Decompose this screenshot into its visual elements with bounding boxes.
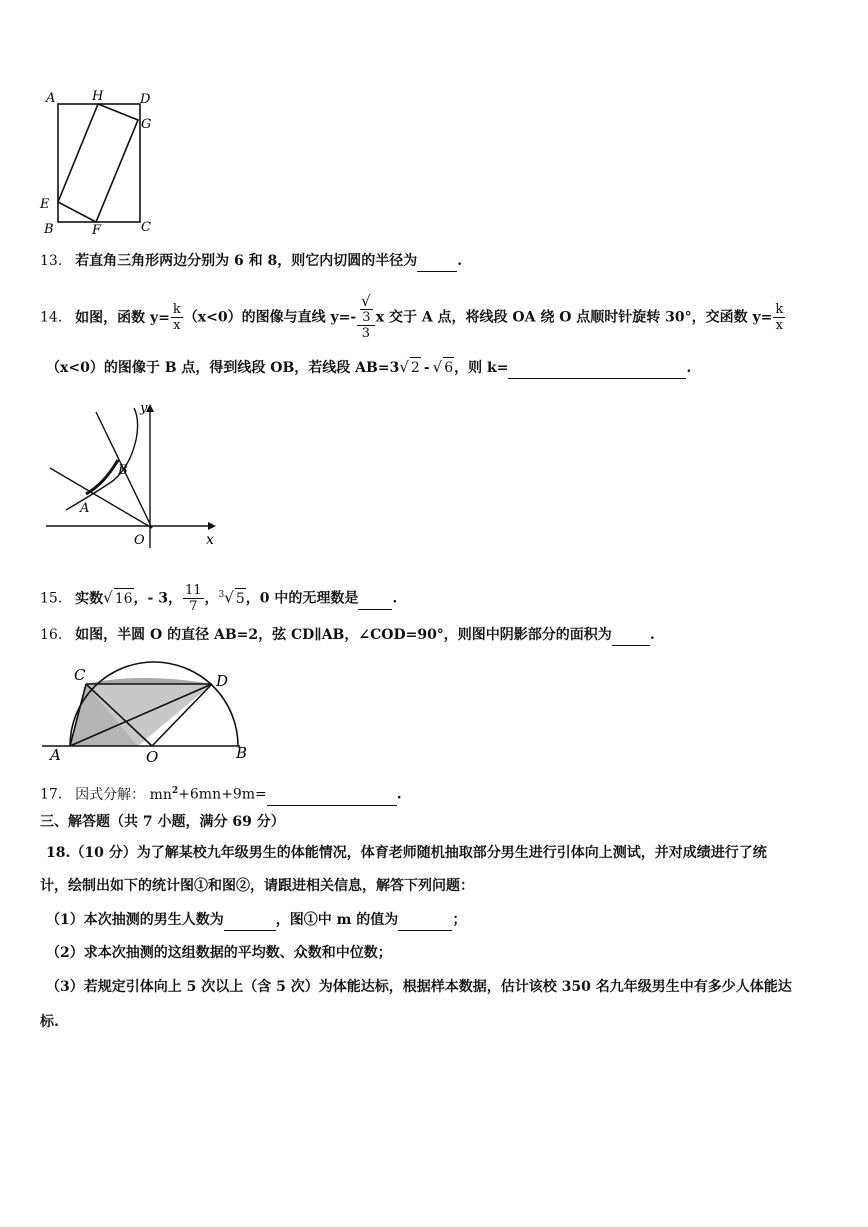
label-b: B — [236, 744, 248, 762]
label-b: B — [44, 222, 54, 236]
rectangle-figure — [38, 86, 168, 236]
label-e: E — [40, 197, 50, 212]
question-17: 17. 因式分解： $mn^2+6mn+9m=$ . — [40, 781, 402, 806]
label-y: y — [140, 401, 148, 416]
fraction-k-over-x-2: $\frac{k}{x}$ — [775, 302, 784, 333]
answer-blank[interactable] — [612, 625, 650, 646]
question-18-sub-2: （2）求本次抽测的这组数据的平均数、众数和中位数； — [46, 945, 392, 961]
question-18-line-2: 计，绘制出如下的统计图①和图②，请跟进相关信息，解答下列问题： — [40, 878, 474, 894]
label-d: D — [140, 92, 151, 107]
question-text: 若直角三角形两边分别为 6 和 8，则它内切圆的半径为 — [75, 253, 418, 269]
label-g: G — [141, 117, 152, 132]
answer-blank[interactable] — [267, 785, 397, 806]
fraction-11-over-7: $\frac{11}{7}$ — [184, 583, 202, 614]
graph-figure — [40, 398, 230, 558]
label-a: A — [46, 91, 56, 106]
question-14: 14. 如图，函数 y= $\frac{k}{x}$ （x<0）的图像与直线 y=- √ 3 3 x 交于 A 点，将线段 OA 绕 O 点顺时针旋转 30°，交函数 y= $\frac{k}{x}$ — [40, 292, 784, 341]
question-14-line-2: （x<0）的图像于 B 点，得到线段 OB，若线段 AB=3√ 2 - √ 6，则 k= . — [46, 357, 691, 379]
arc-ab — [86, 460, 118, 494]
question-number: 15. — [40, 590, 63, 607]
question-16: 16. 如图，半圆 O 的直径 AB=2，弦 CD∥AB，∠COD=90°，则图中阴影部分的面积为 . — [40, 625, 655, 646]
section-heading: 三、解答题（共 7 小题，满分 69 分） — [40, 814, 285, 830]
label-o: O — [134, 533, 145, 548]
answer-blank-2[interactable] — [398, 910, 452, 931]
label-o: O — [146, 748, 159, 764]
shaded-segment-cd — [86, 678, 212, 684]
question-18-line-1: 18.（10 分）为了解某校九年级男生的体能情况，体育老师随机抽取部分男生进行引体向上测试，并对成绩进行了统 — [46, 845, 767, 861]
rectangle-abcd — [58, 104, 140, 222]
fraction-k-over-x: $\frac{k}{x}$ — [172, 302, 181, 333]
label-b: B — [118, 463, 128, 478]
answer-blank[interactable] — [508, 358, 686, 379]
parallelogram-ehgf — [58, 104, 138, 222]
semicircle-figure — [40, 654, 260, 764]
question-18-sub-1: （1）本次抽测的男生人数为 ，图①中 m 的值为 ； — [46, 910, 466, 931]
label-h: H — [92, 89, 104, 104]
question-18-sub-3: （3）若规定引体向上 5 次以上（含 5 次）为体能达标，根据样本数据，估计该校 350 名九年级男生中有多少人体能达 — [46, 979, 792, 995]
question-number: 14. — [40, 309, 63, 326]
answer-blank-1[interactable] — [224, 910, 276, 931]
label-f: F — [92, 223, 102, 236]
question-number: 16. — [40, 627, 63, 643]
label-c: C — [74, 666, 86, 684]
line-oa — [50, 468, 152, 528]
label-d: D — [216, 672, 229, 690]
label-x: x — [206, 532, 214, 548]
fraction-sqrt3-over-3: √ 3 3 — [357, 294, 375, 341]
question-15: 15. 实数√ 16，- 3， $\frac{11}{7}$ ，$^3$√ 5，0 中的无理数是 . — [40, 583, 398, 614]
label-c: C — [141, 220, 151, 235]
label-a: A — [50, 746, 61, 764]
question-number: 13. — [40, 253, 63, 269]
x-axis-arrow — [208, 522, 216, 530]
question-18-sub-3-cont: 标. — [40, 1014, 59, 1030]
question-number: 17. — [40, 786, 63, 803]
question-13: 13. 若直角三角形两边分别为 6 和 8，则它内切圆的半径为 . — [40, 251, 462, 272]
answer-blank[interactable] — [358, 589, 392, 610]
answer-blank[interactable] — [417, 251, 457, 272]
label-a: A — [80, 501, 90, 516]
